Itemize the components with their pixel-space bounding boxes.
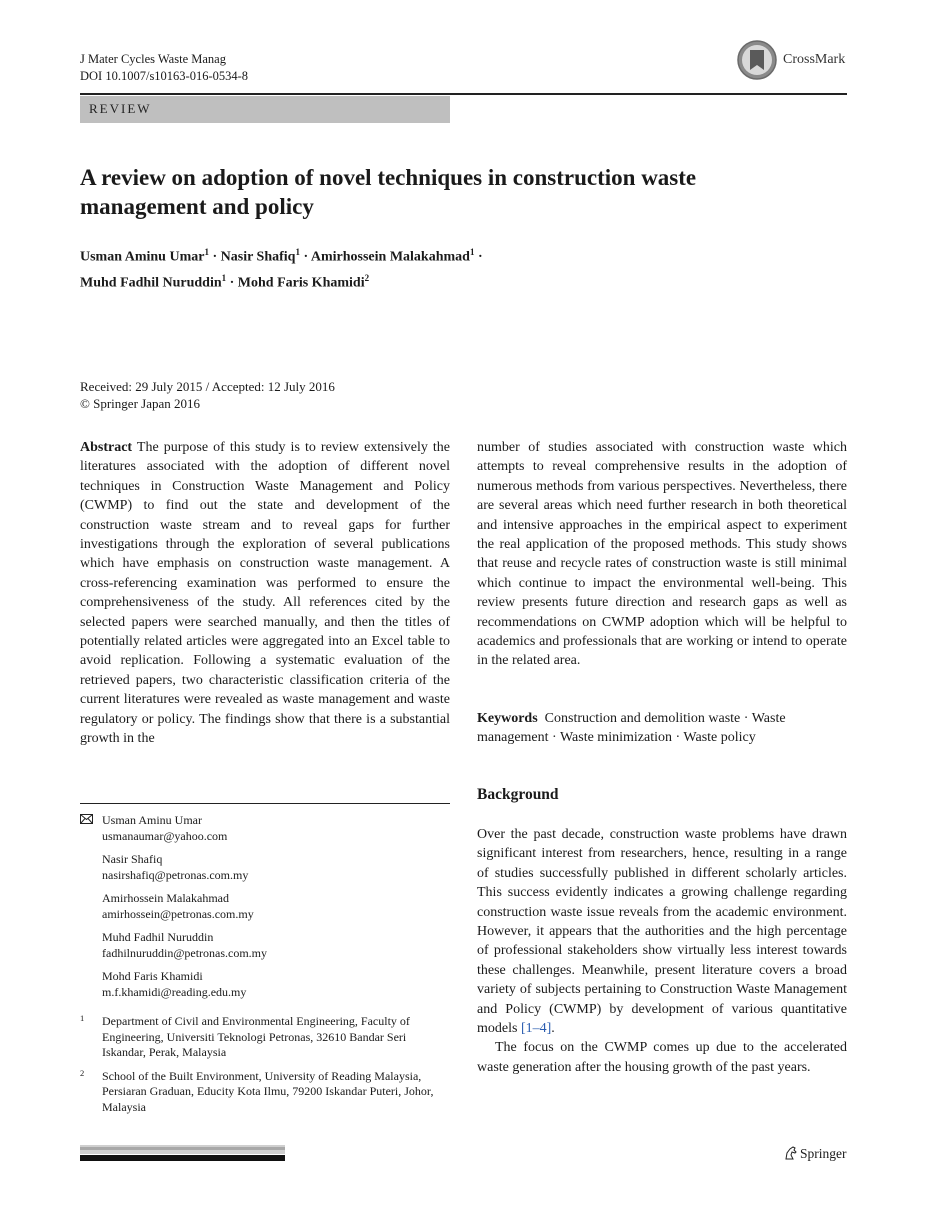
contact-email[interactable]: m.f.khamidi@reading.edu.my (102, 985, 247, 999)
abstract-left (80, 438, 450, 749)
citation-link[interactable]: [1–4] (520, 1021, 552, 1037)
keyword: Construction and demolition waste (544, 711, 741, 726)
affiliation-entry (80, 1069, 450, 1116)
paragraph-text: Over the past decade, construction waste problems have drawn significant interest from researchers, hence, resulting in a range of studies successfully published in different scholarly articles. This success evidently indicates a growing challenge regarding construction waste issue reveals from the academic environment. However, it appears that the authorities and the high percentage of professional stakeholders show virtually less interest towards these challenges. Meanwhile, present literature covers a broad variety of subjects pertaining to Construction Waste Management and Policy (CWMP) by development of various quantitative models (477, 827, 847, 1037)
author-name[interactable]: Muhd Fadhil Nuruddin (80, 275, 222, 291)
keyword: Waste policy (683, 730, 756, 746)
author-name[interactable]: Usman Aminu Umar (80, 249, 205, 265)
header-rule (80, 93, 847, 95)
title-line-2: management and policy (80, 194, 314, 219)
title-line-1: A review on adoption of novel techniques in construction waste (80, 165, 697, 190)
keyword: Waste management (477, 711, 786, 746)
abstract-label: Abstract (80, 440, 133, 455)
journal-header (80, 51, 248, 85)
crossmark-icon (737, 40, 777, 80)
affiliation-entry (80, 1014, 450, 1061)
affiliation-number: 1 (80, 1013, 85, 1023)
author-aff: 1 (204, 247, 209, 257)
paragraph-end: . (551, 1021, 555, 1037)
background-paragraph-1 (477, 825, 847, 1038)
contact-email[interactable]: amirhossein@petronas.com.my (102, 907, 254, 921)
author-aff: 2 (364, 272, 370, 283)
contact-name: Usman Aminu Umar (102, 813, 202, 827)
affiliation-text: Department of Civil and Environmental Engineering, Faculty of Engineering, Universiti Teknologi Petronas, 32610 Bandar Seri Iskandar, Perak, Malaysia (102, 1014, 410, 1059)
journal-name: J Mater Cycles Waste Manag (80, 52, 226, 66)
author-name[interactable]: Mohd Faris Khamidi (237, 275, 365, 291)
affiliation-text: School of the Built Environment, University of Reading Malaysia, Persiaran Graduan, Educity Kota Ilmu, 79200 Iskandar Puteri, Johor, Malaysia (102, 1068, 434, 1114)
contact-entry (80, 812, 450, 844)
envelope-icon (80, 814, 93, 824)
author-aff: 1 (221, 272, 227, 283)
contact-name: Mohd Faris Khamidi (102, 969, 203, 983)
doi: DOI 10.1007/s10163-016-0534-8 (80, 69, 249, 83)
keywords-label: Keywords (477, 711, 538, 726)
keyword: Waste minimization (559, 730, 672, 746)
section-bar (80, 96, 450, 123)
contact-list (80, 812, 450, 1007)
contact-email[interactable]: nasirshafiq@petronas.com.my (102, 868, 249, 882)
section-label: REVIEW (89, 101, 152, 116)
contact-entry (80, 929, 450, 961)
author-name[interactable]: Nasir Shafiq (220, 249, 296, 265)
contacts-rule (80, 803, 450, 804)
abstract-right: number of studies associated with construction waste which attempts to reveal comprehensive results in the adoption of numerous methods from various perspectives. Nevertheless, there are several areas which need further research in both theoretical and intensive approaches in the empirical aspect to experiment the real application of the proposed methods. This study shows that reuse and recycle rates of construction waste is still minimal which continue to impact the environmental well-being. This review presents future direction and research gaps as well as recommendations on CWMP adoption which will be helpful to academics and professionals that are working or intend to operate in the related area. (477, 440, 847, 669)
contact-entry (80, 890, 450, 922)
contact-name: Muhd Fadhil Nuruddin (102, 930, 214, 944)
background-paragraph-2: The focus on the CWMP comes up due to the accelerated waste generation after the housing growth of the past years. (477, 1040, 847, 1075)
section-heading-background: Background (477, 786, 559, 803)
springer-horse-icon (784, 1146, 797, 1160)
crossmark-label: CrossMark (783, 52, 846, 67)
author-aff: 1 (469, 247, 475, 257)
author-list: Usman Aminu Umar$^1$ · Nasir Shafiq$^1$ · Amirhossein Malakahmad$^1$ · Muhd Fadhil Nuruddin$^1$ · Mohd Faris Khamidi$^2$ (80, 247, 483, 291)
contact-entry (80, 851, 450, 883)
contact-email[interactable]: usmanaumar@yahoo.com (102, 829, 228, 843)
copyright: © Springer Japan 2016 (80, 396, 200, 411)
contact-entry (80, 968, 450, 1000)
crossmark-badge[interactable] (737, 40, 857, 82)
contact-name: Amirhossein Malakahmad (102, 891, 229, 905)
publication-dates (80, 378, 335, 412)
keywords: Keywords Construction and demolition waste · Waste management · Waste minimization · Waste policy (477, 711, 786, 746)
affiliation-list (80, 1014, 450, 1123)
author-name[interactable]: Amirhossein Malakahmad (310, 249, 470, 265)
contact-name: Nasir Shafiq (102, 852, 163, 866)
received-accepted: Received: 29 July 2015 / Accepted: 12 July 2016 (80, 379, 335, 394)
article-title (80, 163, 820, 221)
author-aff: 1 (295, 247, 300, 257)
abstract-text-left: The purpose of this study is to review extensively the literatures associated with the adoption of different novel techniques in Construction Waste Management and Policy (CWMP) to find out the state and development of the construction waste stream and to reveal gaps for further investigations through the exploration of several publications which have emphasis on construction waste management. A cross-referencing examination was performed to ensure the comprehensiveness of the study. All references cited by the selected papers were searched manually, and then the titles of potentially related articles were aggregated into an Excel table to avoid replication. Following a systematic evaluation of the retrieved papers, two characteristic classification criteria of the current literatures were revealed as waste management and waste regulatory or policy. The findings show that there is a substantial growth in the (80, 440, 450, 747)
publisher-name: Springer (800, 1146, 847, 1161)
contact-email[interactable]: fadhilnuruddin@petronas.com.my (102, 946, 268, 960)
publisher-footer (784, 1146, 847, 1162)
affiliation-number: 2 (80, 1067, 85, 1078)
barcode-graphic (80, 1145, 285, 1161)
background-text (477, 825, 847, 1077)
